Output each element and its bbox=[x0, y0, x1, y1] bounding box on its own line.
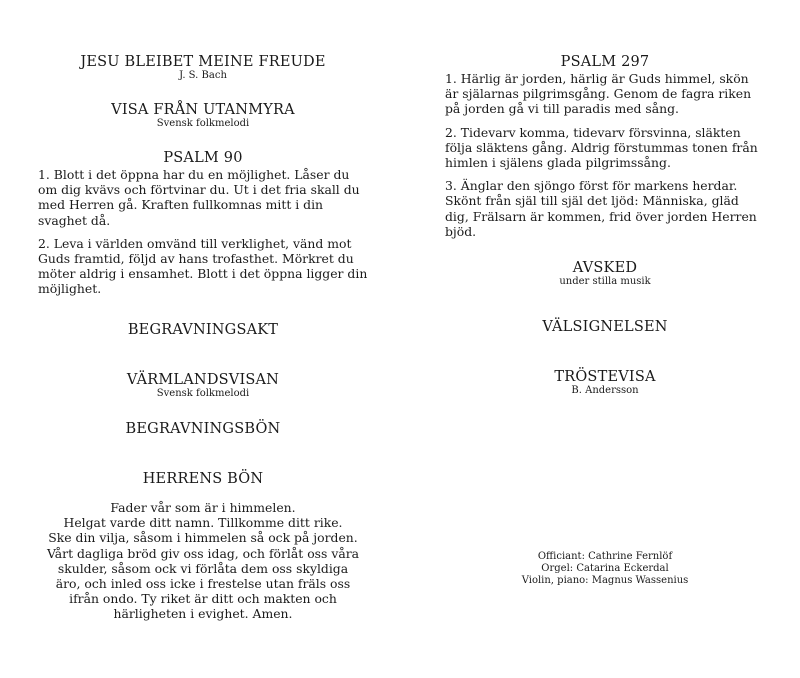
heading-herrens-bon: HERRENS BÖN bbox=[142, 471, 264, 487]
prayer-line: ifrån ondo. Ty riket är ditt och makten och bbox=[69, 591, 337, 607]
section-psalm-297 bbox=[445, 54, 765, 239]
herrens-bon-text bbox=[38, 500, 368, 622]
credit-organ: Orgel: Catarina Eckerdal bbox=[541, 563, 669, 575]
heading-psalm-297: PSALM 297 bbox=[560, 54, 650, 70]
prayer-line: äro, och inled oss icke i frestelse utan fräls oss bbox=[55, 576, 351, 592]
prayer-line: skulder, såsom ock vi förlåta dem oss skyldiga bbox=[57, 560, 349, 576]
heading-avsked: AVSKED bbox=[572, 260, 638, 276]
psalm-297-verse-3: 3. Änglar den sjöngo först för markens herdar. Skönt från själ till själ det ljöd: Människa, gläd dig, Frälsarn är kommen, frid över jorden Herren bjöd. bbox=[445, 178, 757, 239]
heading-varmlandsvisan: VÄRMLANDSVISAN bbox=[126, 372, 280, 388]
heading-trostevisa: TRÖSTEVISA bbox=[554, 369, 656, 385]
prayer-line: Ske din vilja, såsom i himmelen så ock på jorden. bbox=[48, 530, 358, 546]
heading-valsignelsen: VÄLSIGNELSEN bbox=[542, 319, 668, 335]
section-varmlandsvisan bbox=[38, 372, 368, 400]
credit-violin-piano: Violin, piano: Magnus Wassenius bbox=[521, 575, 689, 587]
section-psalm-90 bbox=[38, 150, 368, 297]
origin-visa-utanmyra: Svensk folkmelodi bbox=[156, 118, 250, 129]
note-avsked: under stilla musik bbox=[559, 276, 651, 287]
section-visa-utanmyra bbox=[38, 102, 368, 130]
heading-jesu-bleibet: JESU BLEIBET MEINE FREUDE bbox=[80, 54, 326, 70]
prayer-line: Helgat varde ditt namn. Tillkomme ditt rike. bbox=[63, 515, 343, 531]
section-avsked bbox=[445, 260, 765, 288]
section-jesu-bleibet bbox=[38, 54, 368, 82]
psalm-297-verse-2: 2. Tidevarv komma, tidevarv försvinna, släkten följa släktens gång. Aldrig förstummas tonen från himlen i själens glada pilgrimssång. bbox=[445, 124, 758, 171]
prayer-line: Vårt dagliga bröd giv oss idag, och förlåt oss våra bbox=[46, 545, 360, 561]
credits bbox=[445, 551, 765, 588]
composer-trostevisa: B. Andersson bbox=[571, 385, 639, 396]
credit-officiant: Officiant: Cathrine Fernlöf bbox=[537, 551, 673, 562]
psalm-90-verse-1: 1. Blott i det öppna har du en möjlighet. Låser du om dig kvävs och förtvinar du. Ut i det fria skall du med Herren gå. Kraften fullkomnas mitt i din svaghet då. bbox=[38, 167, 360, 228]
heading-begravningsakt: BEGRAVNINGSAKT bbox=[127, 322, 279, 338]
origin-varmlandsvisan: Svensk folkmelodi bbox=[156, 388, 250, 399]
heading-visa-utanmyra: VISA FRÅN UTANMYRA bbox=[111, 102, 295, 118]
prayer-line: härligheten i evighet. Amen. bbox=[113, 606, 293, 622]
prayer-line: Fader vår som är i himmelen. bbox=[110, 500, 296, 515]
composer-jesu-bleibet: J. S. Bach bbox=[179, 70, 227, 81]
psalm-90-verse-2: 2. Leva i världen omvänd till verklighet, vänd mot Guds framtid, följd av hans trofasthet. Mörkret du möter aldrig i ensamhet. Blott i det öppna ligger din möjlighet. bbox=[38, 235, 368, 297]
section-herrens-bon bbox=[38, 471, 368, 622]
section-trostevisa bbox=[445, 369, 765, 397]
psalm-297-verse-1: 1. Härlig är jorden, härlig är Guds himmel, skön är själarnas pilgrimsgång. Genom de fagra riken på jorden gå vi till paradis med sång. bbox=[445, 71, 752, 117]
heading-psalm-90: PSALM 90 bbox=[163, 150, 243, 166]
heading-begravningsbon: BEGRAVNINGSBÖN bbox=[125, 421, 281, 437]
